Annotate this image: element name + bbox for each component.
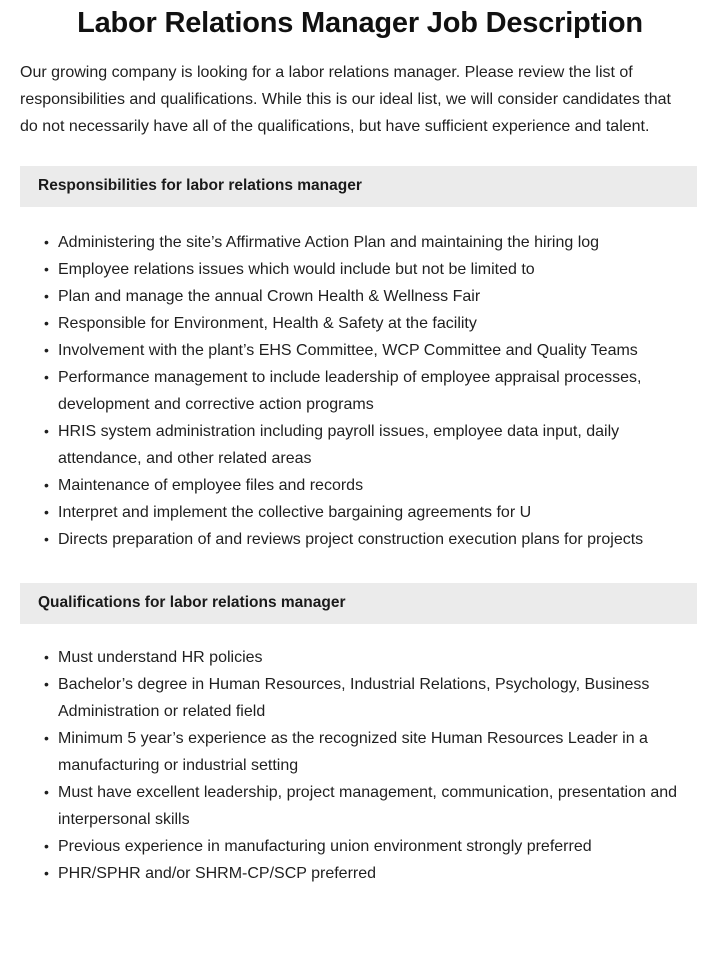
list-item: • Maintenance of employee files and records (44, 472, 693, 499)
qualifications-list (0, 624, 720, 887)
list-item: • Employee relations issues which would include but not be limited to (44, 256, 693, 283)
list-item: • Responsible for Environment, Health & Safety at the facility (44, 310, 693, 337)
responsibilities-list (0, 207, 720, 553)
list-item: • Minimum 5 year’s experience as the recognized site Human Resources Leader in a manufacturing or industrial setting (44, 725, 693, 779)
list-item: • Must have excellent leadership, project management, communication, presentation and interpersonal skills (44, 779, 693, 833)
list-item: • HRIS system administration including payroll issues, employee data input, daily attendance, and other related areas (44, 418, 693, 472)
section-qualifications (0, 583, 720, 887)
list-item: • Plan and manage the annual Crown Health & Wellness Fair (44, 283, 693, 310)
list-item: • PHR/SPHR and/or SHRM-CP/SCP preferred (44, 860, 693, 887)
list-item: • Interpret and implement the collective bargaining agreements for U (44, 499, 693, 526)
list-item: • Involvement with the plant’s EHS Committee, WCP Committee and Quality Teams (44, 337, 693, 364)
list-item: • Performance management to include leadership of employee appraisal processes, development and corrective action programs (44, 364, 693, 418)
page-title: Labor Relations Manager Job Description (77, 7, 643, 39)
list-item: • Administering the site’s Affirmative Action Plan and maintaining the hiring log (44, 229, 693, 256)
section-header-qualifications: Qualifications for labor relations manager (20, 583, 697, 624)
list-item: • Bachelor’s degree in Human Resources, Industrial Relations, Psychology, Business Administration or related field (44, 671, 693, 725)
list-item: • Must understand HR policies (44, 644, 693, 671)
section-header-responsibilities: Responsibilities for labor relations manager (20, 166, 697, 207)
list-item: • Directs preparation of and reviews project construction execution plans for projects (44, 526, 693, 553)
section-responsibilities (0, 166, 720, 553)
intro-paragraph: Our growing company is looking for a labor relations manager. Please review the list of responsibilities and qualifications. While this is our ideal list, we will consider candidates that do not necessarily have all of the qualifications, but have sufficient experience and talent. (20, 64, 671, 135)
list-item: • Previous experience in manufacturing union environment strongly preferred (44, 833, 693, 860)
